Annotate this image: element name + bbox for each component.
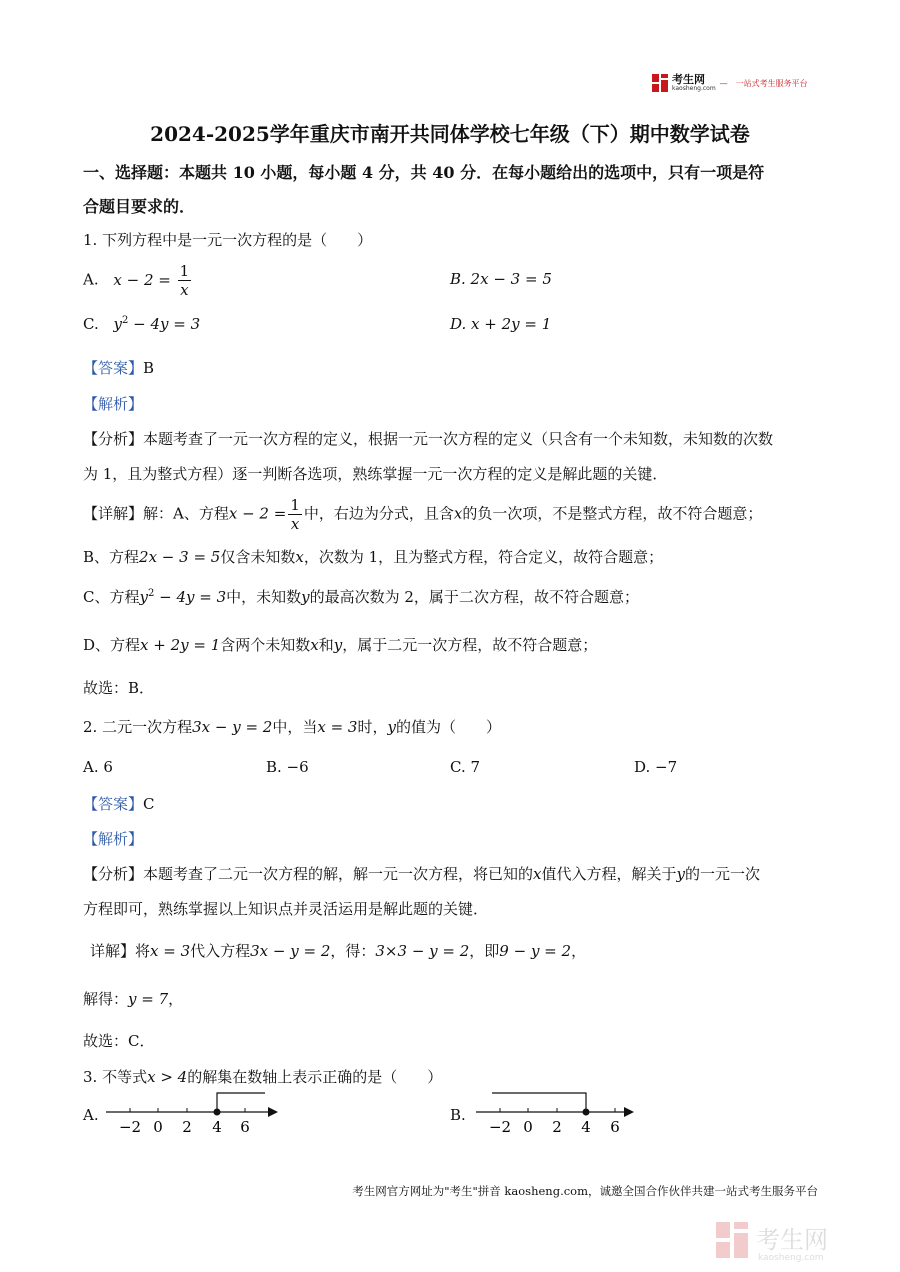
q1-xiangjie-a2: 中，右边为分式，且含 <box>303 504 454 523</box>
q1-xiangjie-a-numerator: 1 <box>290 496 300 514</box>
q1-fenxi-tag: 【分析】 <box>83 430 144 448</box>
q1-answer <box>83 357 154 378</box>
q3-stem <box>83 1066 442 1087</box>
q1-option-a-fraction <box>178 262 192 299</box>
q2-xiangjie2: 代入方程 <box>190 942 251 960</box>
q2-fenxi-tag: 【分析】 <box>83 865 144 883</box>
q2-xiangjie3: ，得： <box>330 942 376 960</box>
q2-stem <box>83 716 501 737</box>
q2-fenxi1-y: y <box>676 865 685 883</box>
q1-xiangjie-tag: 【详解】 <box>83 504 144 523</box>
q2-fenxi1-x: x <box>533 865 542 883</box>
watermark-text: 考生网 <box>756 1226 828 1254</box>
brand-slogan: 一站式考生服务平台 <box>735 78 808 88</box>
q1-line-c-eq: − 4y = 3 <box>154 588 227 606</box>
q2-xiangjie-e2: 3×3 − y = 2 <box>375 942 470 960</box>
page-title: 2024-2025学年重庆市南开共同体学校七年级（下）期中数学试卷 <box>150 122 750 146</box>
q1-line-d-x: x <box>310 636 319 654</box>
q2-xiangjie4: ，即 <box>469 942 500 960</box>
q1-line-b1: B、方程 <box>83 548 140 566</box>
tick-label: 0 <box>153 1118 163 1136</box>
section-heading-line2: 合题目要求的． <box>83 197 196 216</box>
q1-line-c <box>83 586 639 607</box>
q1-line-c-var: y <box>301 588 310 606</box>
q2-option-d: D. −7 <box>634 758 678 776</box>
q1-option-a-numerator: 1 <box>179 262 190 280</box>
q1-fenxi-text1: 本题考查了一元一次方程的定义，根据一元一次方程的定义（只含有一个未知数，未知数的次数 <box>143 430 774 448</box>
site-logo <box>652 74 808 92</box>
q1-fenxi-line1 <box>83 428 773 449</box>
q2-option-a: A. 6 <box>83 758 113 776</box>
q1-option-d: D. x + 2y = 1 <box>450 315 552 333</box>
section-heading-line1: 一、选择题：本题共 10 小题，每小题 4 分，共 40 分．在每小题给出的选项中，只有一项是符 <box>83 163 765 182</box>
q3-stem-eq: x > 4 <box>147 1068 188 1086</box>
q1-line-c-y: y <box>139 588 148 606</box>
q2-jiede-label: 解得： <box>83 990 129 1008</box>
brand-name: 考生网 <box>672 72 705 86</box>
q2-fenxi1b: 值代入方程，解关于 <box>541 865 677 883</box>
q2-fenxi-line1 <box>83 863 760 884</box>
solid-point <box>214 1109 221 1116</box>
q1-line-b3: ，次数为 1，且为整式方程，符合定义，故符合题意； <box>303 548 664 566</box>
q2-fenxi-line2: 方程即可，熟练掌握以上知识点并灵活运用是解此题的关键． <box>83 900 489 918</box>
q1-fenxi-line2: 为 1，且为整式方程）逐一判断各选项，熟练掌握一元一次方程的定义是解此题的关键． <box>83 465 668 483</box>
q2-stem1: 2. 二元一次方程 <box>83 718 193 736</box>
q1-stem: 1. 下列方程中是一元一次方程的是（ ） <box>83 231 373 249</box>
q1-line-d-eq: x + 2y = 1 <box>140 636 221 654</box>
q1-option-c-y: y <box>113 315 122 333</box>
axis-arrow-icon <box>268 1107 278 1117</box>
q1-line-d <box>83 634 597 655</box>
footer-text: 考生网官方网址为"考生"拼音 kaosheng.com，诚邀全国合作伙伴共建一站式考生服务平台 <box>352 1184 818 1198</box>
q1-xiangjie-a-fraction <box>288 496 302 533</box>
q2-stem2: 中，当 <box>272 718 318 736</box>
q1-line-b-x: x <box>295 548 304 566</box>
q2-xiangjie1: 详解】将 <box>90 942 151 960</box>
q2-jiede <box>83 988 183 1009</box>
q1-option-a-label: A. <box>83 270 99 289</box>
q2-jiede-eq: y = 7 <box>128 990 169 1008</box>
axis-arrow-icon <box>624 1107 634 1117</box>
watermark-mark-icon <box>716 1222 748 1258</box>
q2-answer-tag: 【答案】 <box>83 795 144 813</box>
solution-bracket <box>217 1093 265 1112</box>
q2-stem-cond: x = 3 <box>317 718 358 736</box>
q2-fenxi1c: 的一元一次 <box>685 865 761 883</box>
q1-answer-value: B <box>143 359 155 377</box>
q1-line-d1: D、方程 <box>83 636 141 654</box>
q1-option-b: B. 2x − 3 = 5 <box>450 270 552 288</box>
q1-xiangjie-a <box>83 496 762 533</box>
q1-conclusion: 故选：B． <box>83 679 155 697</box>
q1-line-c-exponent: 2 <box>147 588 155 599</box>
q2-fenxi1a: 本题考查了二元一次方程的解，解一元一次方程，将已知的 <box>143 865 534 883</box>
q1-xiangjie-a-x: x <box>453 504 463 523</box>
q1-line-d-and: 和 <box>318 636 334 654</box>
q3-number-line-a <box>100 1090 285 1140</box>
q1-option-c-label: C. <box>83 315 99 333</box>
tick-label: 2 <box>552 1118 562 1136</box>
q2-xiangjie-e3: 9 − y = 2 <box>499 942 572 960</box>
q1-line-b <box>83 546 663 567</box>
q2-option-c: C. 7 <box>450 758 481 776</box>
q3-stem2: 的解集在数轴上表示正确的是（ ） <box>187 1068 443 1086</box>
q2-xiangjie <box>90 940 586 961</box>
q1-xiangjie-a1: 解：A、方程 <box>143 504 229 523</box>
q2-stem4: 的值为（ ） <box>395 718 501 736</box>
q3-option-a-label: A. <box>83 1106 99 1124</box>
q2-xiangjie5: ， <box>571 942 587 960</box>
q1-xiangjie-a3: 的负一次项，不是整式方程，故不符合题意； <box>462 504 763 523</box>
q2-conclusion: 故选：C． <box>83 1032 155 1050</box>
q1-option-a <box>83 262 193 299</box>
q1-xiangjie-a-denominator: x <box>290 515 300 533</box>
q1-line-b-eq: 2x − 3 = 5 <box>139 548 221 566</box>
q3-option-b-label: B. <box>450 1106 466 1124</box>
brand-dash: — <box>719 78 728 88</box>
q2-stem-eq: 3x − y = 2 <box>192 718 273 736</box>
q2-xiangjie-eq: 3x − y = 2 <box>250 942 331 960</box>
q1-line-d3: ，属于二元一次方程，故不符合题意； <box>342 636 598 654</box>
tick-label: −2 <box>488 1118 512 1136</box>
tick-label: 0 <box>523 1118 533 1136</box>
q1-option-c <box>83 315 200 333</box>
q2-xiangjie-x: x = 3 <box>150 942 191 960</box>
q1-option-c-rest: − 4y = 3 <box>128 315 201 333</box>
q1-line-c1: C、方程 <box>83 588 140 606</box>
q2-answer-value: C <box>143 795 155 813</box>
tick-label: 6 <box>240 1118 250 1136</box>
q1-answer-tag: 【答案】 <box>83 359 144 377</box>
q1-line-d2: 含两个未知数 <box>220 636 311 654</box>
q1-analysis-tag: 【解析】 <box>83 395 144 413</box>
brand-domain: kaosheng.com <box>672 84 716 92</box>
q2-analysis-tag: 【解析】 <box>83 830 144 848</box>
q1-option-a-lhs: x − 2 = <box>113 270 171 289</box>
tick-label: 2 <box>182 1118 192 1136</box>
kaosheng-logo-icon <box>652 74 668 92</box>
q3-stem1: 3. 不等式 <box>83 1068 148 1086</box>
q1-line-c3: 的最高次数为 2，属于二次方程，故不符合题意； <box>309 588 639 606</box>
tick-label: 4 <box>581 1118 591 1136</box>
solid-point <box>583 1109 590 1116</box>
q2-answer <box>83 793 155 814</box>
q1-option-c-exponent: 2 <box>121 315 129 326</box>
tick-label: 6 <box>610 1118 620 1136</box>
q1-option-a-denominator: x <box>180 281 189 299</box>
q2-option-b: B. −6 <box>266 758 309 776</box>
q2-stem3: 时， <box>357 718 388 736</box>
tick-label: 4 <box>212 1118 222 1136</box>
solution-bracket <box>492 1093 586 1112</box>
watermark-domain: kaosheng.com <box>758 1253 824 1262</box>
q1-line-d-y: y <box>333 636 343 654</box>
tick-label: −2 <box>118 1118 142 1136</box>
watermark-logo <box>716 1220 884 1262</box>
q1-line-b2: 仅含未知数 <box>220 548 296 566</box>
q2-jiede-end: ， <box>168 990 184 1008</box>
q3-number-line-b <box>470 1090 655 1140</box>
q2-stem-y: y <box>387 718 396 736</box>
q1-line-c2: 中，未知数 <box>226 588 302 606</box>
q1-xiangjie-a-eq: x − 2 = <box>228 504 287 523</box>
